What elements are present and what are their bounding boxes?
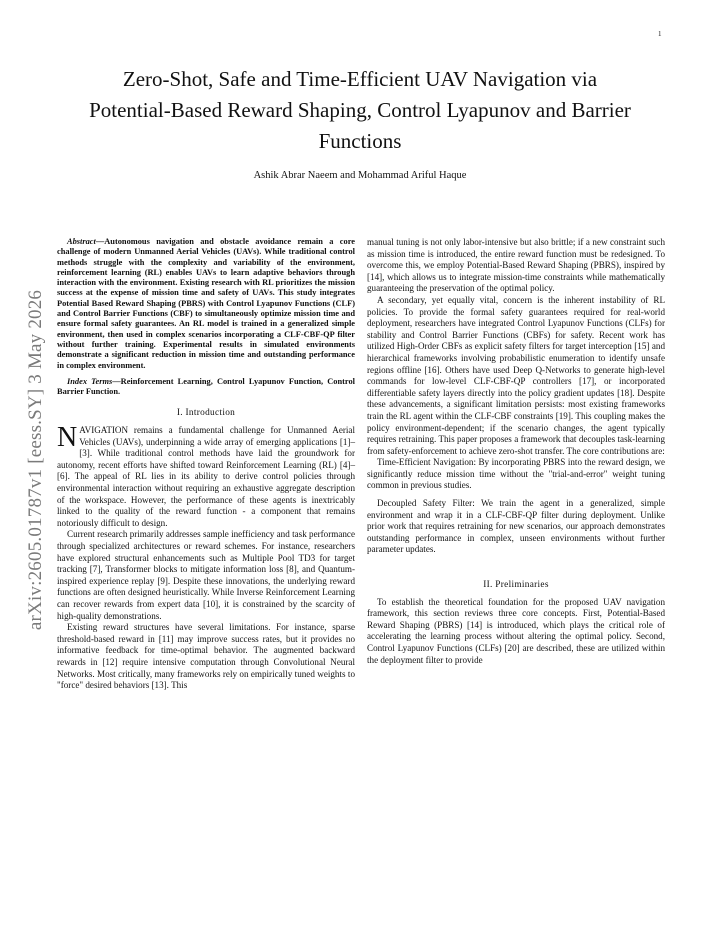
title-line-2: Potential-Based Reward Shaping, Control Lyapunov and Barrier [89, 98, 631, 122]
authors: Ashik Abrar Naeem and Mohammad Ariful Haque [253, 170, 467, 181]
intro-paragraph-3: Existing reward structures have several limitations. For instance, sparse threshold-based reward in [11] may improve success rates, but it provides no informative feedback for time-optimal behavior. The augmented backward rewards in [12] require intensive computation through Convolutional Neural Networks. Most critically, many frameworks rely on empirically tuned weights to "force" desired behaviors [13]. This [57, 622, 355, 691]
intro-paragraph-2: Current research primarily addresses sample inefficiency and task performance through specialized architectures or reward schemes. For instance, researchers have explored structural enhancements such as Multiple Pool TD3 for target tracking [7], Transformer blocks to mitigate information loss [8], and Quantum-inspired experience replay [9]. Despite these innovations, the underlying reward functions are often designed heuristically. While Inverse Reinforcement Learning can recover rewards from expert data [10], it is constrained by the scarcity of high-quality demonstrations. [57, 529, 355, 621]
contribution-2: Decoupled Safety Filter: We train the agent in a generalized, simple environment and wrap it in a CLF-CBF-QP filter during deployment. Unlike prior work that requires retraining for new scenarios, our approach demonstrates outstanding performance in complex, unseen environments without further parameter updates. [367, 498, 665, 555]
contribution-1: Time-Efficient Navigation: By incorporating PBRS into the reward design, we significantly reduce mission time without the "trial-and-error" weight tuning common in previous studies. [367, 457, 665, 491]
index-terms-lead: Index Terms [67, 376, 113, 386]
paper-title [70, 64, 650, 157]
left-column [57, 237, 355, 692]
arxiv-stamp: arXiv:2605.01787v1 [eess.SY] 3 May 2026 [25, 289, 46, 631]
drop-cap: N [57, 422, 78, 454]
title-line-3: Functions [318, 129, 402, 153]
intro-paragraph-1-text: AVIGATION remains a fundamental challenge for Unmanned Aerial Vehicles (UAVs), underpinning a wide array of emerging applications [1]–[3]. While traditional control methods have laid the groundwork for autonomy, recent efforts have shifted toward Reinforcement Learning (RL) [4]–[6]. The appeal of RL lies in its ability to derive control policies through environmental interaction without requiring an exhaustive aggregate description of the workspace. However, the performance of these agents is inextricably linked to the quality of the reward function - a component that remains notoriously difficult to design. [57, 425, 355, 528]
title-line-1: Zero-Shot, Safe and Time-Efficient UAV Navigation via [122, 67, 598, 91]
right-column [367, 237, 665, 666]
section-heading-preliminaries: II. Preliminaries [483, 580, 549, 591]
page-number: 1 [658, 30, 662, 38]
index-terms [57, 377, 355, 398]
index-terms-text: —Reinforcement Learning, Control Lyapunov Function, Control Barrier Function. [57, 376, 355, 397]
preliminaries-paragraph-1: To establish the theoretical foundation for the proposed UAV navigation framework, this section reviews three core concepts. First, Potential-Based Reward Shaping (PBRS) [14] is introduced, which plays the critical role of accelerating the learning process without altering the optimal policy. Second, Control Lyapunov Functions (CLFs) [20] are described, these are utilized within the deployment filter to provide [367, 596, 665, 665]
abstract-text: —Autonomous navigation and obstacle avoidance remain a core challenge of modern Unmanned Aerial Vehicles (UAVs). While traditional control methods struggle with the complexity and variability of the environment, reinforcement learning (RL) enables UAVs to learn adaptive behaviors through interaction with the environment. Existing research with RL prioritizes the mission success at the expense of mission time and safety of UAVs. This study integrates Potential Based Reward Shaping (PBRS) with Control Lyapunov Functions (CLF) and Control Barrier Functions (CBF) to simultaneously optimize mission time and ensure formal safety guarantees. An RL model is trained in a generalized simple environment, then used in complex scenarios incorporating a CLF-CBF-QP filter without further training. Experimental results in simulated environments demonstrate a significant reduction in mission time and outstanding performance in complex environment. [57, 237, 355, 370]
section-heading-introduction: I. Introduction [176, 408, 236, 419]
intro-paragraph-1 [57, 422, 355, 529]
abstract [57, 237, 355, 371]
intro-paragraph-5: A secondary, yet equally vital, concern is the inherent instability of RL policies. To provide the formal safety guarantees required for real-world deployment, researchers have integrated Control Lyapunov Functions (CLFs) for stability and Control Barrier Functions (CBFs) for safety. Recent work has utilized High-Order CBFs as explicit safety filters for target interception [15] and hierarchical frameworks involving probabilistic enumeration to identify unsafe regions offline [16]. Others have used Deep Q-Networks to generate high-level commands for low-level CLF-CBF-QP controllers [17], or incorporated differentiable safety layers directly into the policy gradient updates [18]. Despite these advancements, a significant limitation persists: most existing frameworks train the RL agent within the CLF-CBF constraints [19]. This coupling makes the policy environment-dependent; if the scenario changes, the agent typically requires retraining. This paper proposes a framework that decouples task-learning from safety-enforcement to achieve zero-shot transfer. The core contributions are: [367, 294, 665, 456]
abstract-lead: Abstract [67, 237, 96, 246]
intro-paragraph-4: manual tuning is not only labor-intensive but also brittle; if a new constraint such as mission time is introduced, the entire reward function must be redesigned. To overcome this, we employ Potential-Based Reward Shaping (PBRS), inspired by [14], which allows us to integrate mission-time constraints while mathematically guaranteeing the preservation of the optimal policy. [367, 237, 665, 294]
